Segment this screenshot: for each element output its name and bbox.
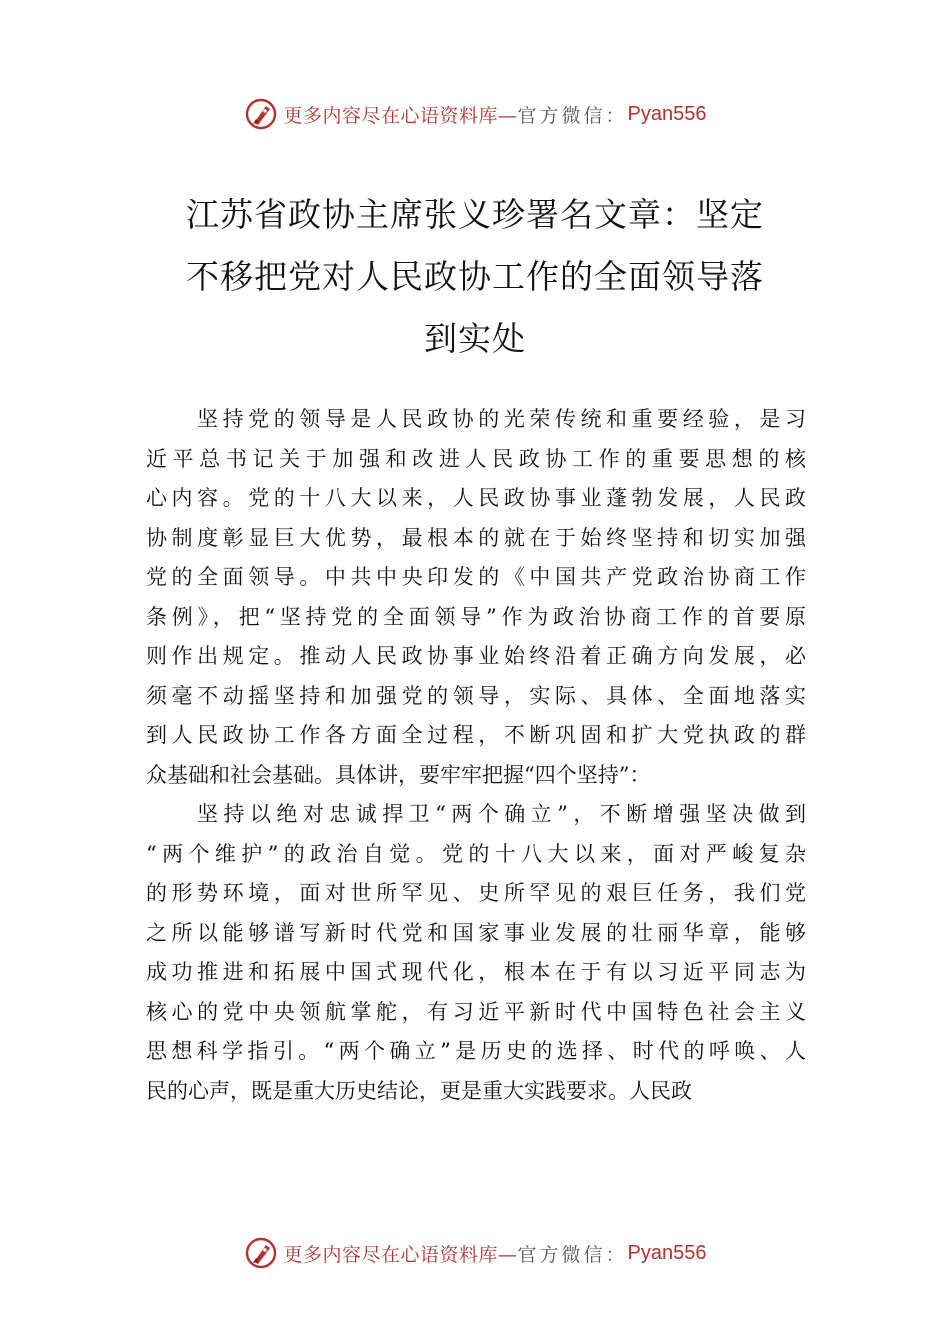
text-line: 核心的党中央领航掌舵，有习近平新时代中国特色社会主义 xyxy=(146,999,806,1024)
text-line: 心内容。党的十八大以来，人民政协事业蓬勃发展，人民政 xyxy=(146,486,806,510)
text-line: 须毫不动摇坚持和加强党的领导，实际、具体、全面地落实 xyxy=(146,683,806,708)
wechat-id: Pyan556 xyxy=(627,102,707,125)
pen-nib-icon xyxy=(244,97,278,131)
text-line: “两个维护”的政治自觉。党的十八大以来，面对严峻复杂 xyxy=(146,841,806,866)
paragraph-1 xyxy=(146,400,806,795)
wechat-label: 官方微信： xyxy=(517,1243,628,1266)
text-line: 条例》，把“坚持党的全面领导”作为政治协商工作的首要原 xyxy=(146,604,806,629)
text-line: 众基础和社会基础。具体讲，要牢牢把握“四个坚持”： xyxy=(146,762,651,787)
text-line: 之所以能够谱写新时代党和国家事业发展的壮丽华章，能够 xyxy=(146,920,806,945)
text-line: 民的心声，既是重大历史结论，更是重大实践要求。人民政 xyxy=(146,1078,692,1103)
text-line: 坚持党的领导是人民政协的光荣传统和重要经验，是习 xyxy=(197,407,806,431)
title-line: 江苏省政协主席张义珍署名文章：坚定 xyxy=(186,195,764,234)
text-line: 党的全面领导。中共中央印发的《中国共产党政治协商工作 xyxy=(146,565,806,589)
text-line: 坚持以绝对忠诚捍卫“两个确立”，不断增强坚决做到 xyxy=(197,802,806,826)
text-line: 近平总书记关于加强和改进人民政协工作的重要思想的核 xyxy=(146,446,806,471)
paragraph-2 xyxy=(146,795,806,1111)
text-line: 到人民政协工作各方面全过程，不断巩固和扩大党执政的群 xyxy=(146,723,806,747)
title-line: 到实处 xyxy=(424,319,526,358)
text-line: 协制度彰显巨大优势，最根本的就在于始终坚持和切实加强 xyxy=(146,525,806,550)
wechat-label: 官方微信： xyxy=(517,104,628,127)
text-line: 的形势环境，面对世所罕见、史所罕见的艰巨任务，我们党 xyxy=(146,881,806,905)
document-body xyxy=(146,400,806,1111)
header-banner xyxy=(0,94,950,134)
title-line: 不移把党对人民政协工作的全面领导落 xyxy=(186,257,764,296)
text-line: 成功推进和拓展中国式现代化，根本在于有以习近平同志为 xyxy=(146,960,806,984)
wechat-id: Pyan556 xyxy=(627,1241,707,1264)
banner-text: 更多内容尽在心语资料库— xyxy=(283,104,518,127)
text-line: 思想科学指引。“两个确立”是历史的选择、时代的呼唤、人 xyxy=(146,1039,806,1063)
pen-nib-icon xyxy=(244,1236,278,1270)
text-line: 则作出规定。推动人民政协事业始终沿着正确方向发展，必 xyxy=(146,644,806,668)
banner-text: 更多内容尽在心语资料库— xyxy=(283,1243,518,1266)
footer-banner xyxy=(0,1233,950,1273)
document-title xyxy=(150,184,800,370)
